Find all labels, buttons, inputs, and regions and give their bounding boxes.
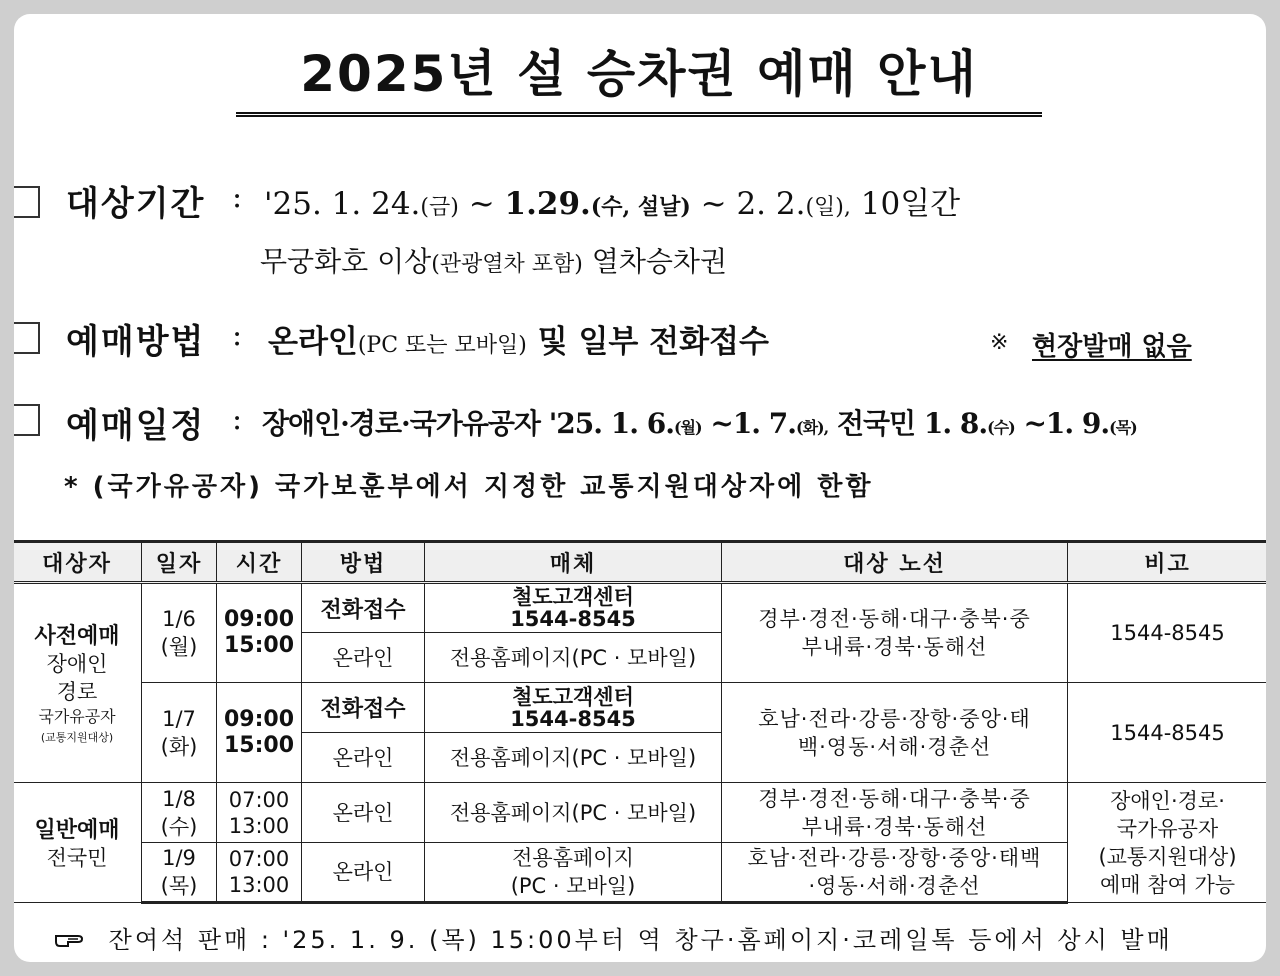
day-value: (수) [160,814,198,839]
general-sale-l1: 전국민 [46,846,108,870]
scope-a: 무궁화호 이상 [260,245,432,278]
schedule-day4: (목) [1109,418,1137,437]
date-cell [142,583,217,683]
pre-sale-l3: 국가유공자 [38,706,116,726]
date-cell [142,683,217,783]
method-cell: 온라인 [302,783,425,843]
remaining-seats-note [54,920,1173,955]
period-start: '25. 1. 24. [264,186,421,222]
route-line1: 경부·경전·동해·대구·충북·중 [758,607,1031,631]
general-note-cell [1068,783,1267,903]
schedule-group1: 장애인·경로·국가유공자 [262,407,540,440]
time-end: 13:00 [228,873,290,897]
table-row [14,583,1266,633]
notice-card [14,14,1266,962]
header-target: 대상자 [14,542,142,583]
pre-sale-l2: 경로 [56,679,98,704]
time-end: 13:00 [228,813,290,838]
table-row [14,783,1266,843]
remaining-seats-text: 잔여석 판매 : '25. 1. 9. (목) 15:00부터 역 창구·홈페이지·코레일톡 등에서 상시 발매 [108,926,1173,954]
general-sale-cell [14,783,142,903]
method-online-detail: (PC 또는 모바일) [357,333,527,358]
method-colon: : [232,318,243,353]
media-phone: 1544-8545 [510,607,636,631]
route-line1: 경부·경전·동해·대구·충북·중 [758,786,1031,811]
period-tilde1: ~ [468,186,495,222]
checkbox-method [14,322,40,354]
method-rest: 및 일부 전화접수 [537,324,769,360]
period-start-day: (금) [420,195,459,220]
media-cell [425,683,722,733]
scope-b: (관광열차 포함) [431,252,583,277]
route-cell [722,783,1068,843]
method-cell: 전화접수 [302,583,425,633]
period-mid-day: (수, 설날) [590,194,691,220]
route-cell [722,583,1068,683]
time-start: 09:00 [223,706,295,732]
route-line1: 호남·전라·강릉·장항·중앙·태백 [747,846,1042,870]
schedule-tilde-b: ~ [1023,407,1046,440]
header-method: 방법 [302,542,425,583]
media-cell [425,843,722,903]
period-text [264,178,960,223]
day-value: (목) [160,874,198,898]
note-cell: 1544-8545 [1068,583,1267,683]
schedule-date3: 1. 8. [923,407,988,440]
footnote: * (국가유공자) 국가보훈부에서 지정한 교통지원대상자에 한함 [64,472,874,502]
schedule-date2: 1. 7. [732,407,797,440]
media-line2: (PC · 모바일) [510,874,636,898]
route-cell [722,843,1068,903]
schedule-date4: 1. 9. [1045,407,1110,440]
pre-sale-title: 사전예매 [34,623,120,649]
date-value: 1/6 [162,607,196,631]
header-date: 일자 [142,542,217,583]
schedule-table [14,540,1266,904]
day-value: (월) [160,635,198,659]
method-label: 예매방법 [66,322,206,362]
date-cell [142,843,217,903]
general-sale-title: 일반예매 [34,818,120,843]
scope-c: 열차승차권 [591,245,728,278]
schedule-day1: (월) [673,418,702,437]
method-cell: 온라인 [302,843,425,903]
pre-sale-l4: (교통지원대상) [40,730,114,744]
time-cell [217,683,302,783]
period-tilde2: ~ [700,186,727,222]
header-note: 비고 [1068,542,1267,583]
time-start: 07:00 [228,847,290,871]
day-value: (화) [160,734,198,759]
note-cell: 1544-8545 [1068,683,1267,783]
checkbox-schedule [14,404,40,436]
method-cell: 온라인 [302,733,425,783]
time-cell [217,783,302,843]
route-line2: 백·영동·서해·경춘선 [797,734,992,759]
header-time: 시간 [217,542,302,583]
checkbox-period [14,186,40,218]
time-start: 09:00 [223,607,295,632]
schedule-colon: : [232,402,243,437]
method-note: 현장발매 없음 [1032,332,1192,362]
general-note-l1: 장애인·경로· [1110,788,1225,813]
table-row [14,683,1266,733]
general-note-l2: 국가유공자 [1116,816,1219,841]
period-end-day: (일), [805,195,851,220]
media-cell: 전용홈페이지(PC · 모바일) [425,783,722,843]
method-cell: 전화접수 [302,683,425,733]
route-cell [722,683,1068,783]
method-text [268,316,769,361]
period-mid: 1.29. [504,186,591,222]
period-label: 대상기간 [66,184,206,224]
route-line1: 호남·전라·강릉·장항·중앙·태 [758,706,1031,731]
time-start: 07:00 [228,787,290,812]
title-underline [236,112,1042,117]
media-callcenter: 철도고객센터 [512,684,634,709]
header-media: 매체 [425,542,722,583]
period-end: 2. 2. [736,186,806,222]
header-route: 대상 노선 [722,542,1068,583]
schedule-text [262,402,1137,442]
schedule-day2: (화), [796,418,829,437]
pre-sale-l1: 장애인 [46,651,108,676]
time-end: 15:00 [223,732,295,758]
general-note-l3: (교통지원대상) [1098,844,1237,869]
media-cell [425,583,722,633]
pointing-hand-icon [54,926,88,954]
route-line2: 부내륙·경북·동해선 [801,635,988,659]
date-value: 1/7 [162,706,196,731]
time-cell [217,843,302,903]
media-phone: 1544-8545 [510,706,636,731]
period-colon: : [232,180,243,215]
schedule-day3: (수) [987,418,1015,437]
time-cell [217,583,302,683]
date-value: 1/8 [162,786,196,811]
period-duration: 10일간 [860,186,961,222]
table-header-row [14,542,1266,583]
schedule-label: 예매일정 [66,406,206,446]
period-scope [260,240,727,280]
route-line2: ·영동·서해·경춘선 [808,874,981,898]
route-line2: 부내륙·경북·동해선 [801,814,988,839]
date-value: 1/9 [162,846,196,870]
method-mark: ※ [990,330,1009,355]
title-block [236,34,1042,117]
general-note-l4: 예매 참여 가능 [1099,872,1236,897]
schedule-date1: '25. 1. 6. [548,407,674,440]
media-cell: 전용홈페이지(PC · 모바일) [425,633,722,683]
media-cell: 전용홈페이지(PC · 모바일) [425,733,722,783]
page-title: 2025년 설 승차권 예매 안내 [300,45,978,103]
media-callcenter: 철도고객센터 [512,585,634,609]
date-cell [142,783,217,843]
schedule-tilde: ~ [710,407,733,440]
method-cell: 온라인 [302,633,425,683]
schedule-group2: 전국민 [836,407,916,440]
method-online: 온라인 [268,324,358,360]
media-line1: 전용홈페이지 [512,846,634,870]
pre-sale-cell [14,583,142,783]
time-end: 15:00 [223,633,295,658]
